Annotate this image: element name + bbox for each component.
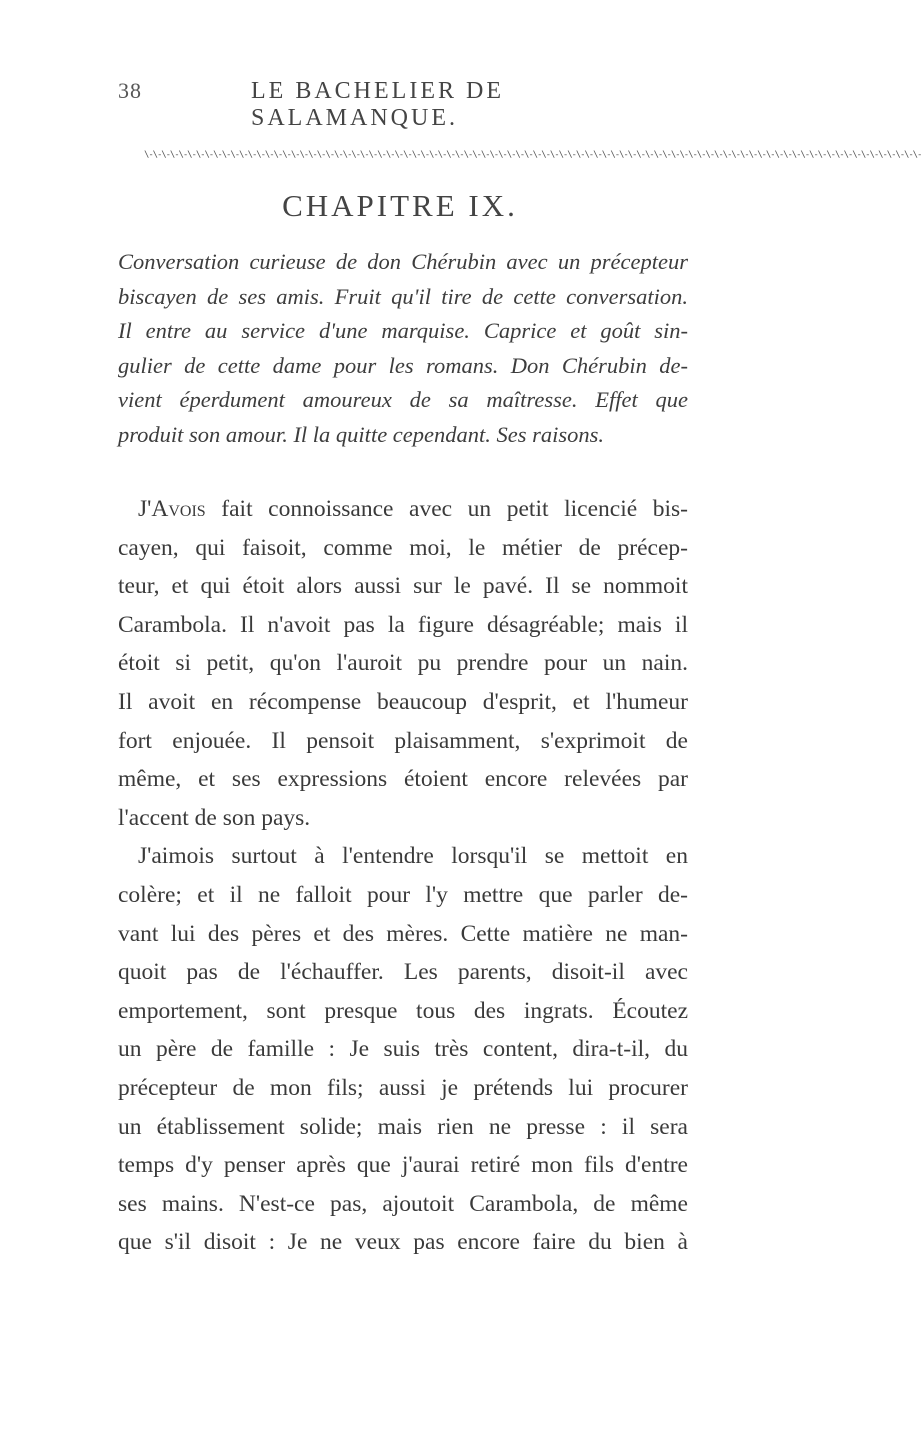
body-line: temps d'y penser après que j'aurai retiré mon fils d'entre bbox=[118, 1152, 688, 1179]
running-head bbox=[118, 78, 678, 131]
page-number: 38 bbox=[118, 78, 142, 103]
body-line: précepteur de mon fils; aussi je prétends lui procurer bbox=[118, 1074, 688, 1101]
drop-word-rest: Avois bbox=[151, 496, 206, 522]
paragraph-first-line bbox=[118, 490, 688, 529]
body-line: teur, et qui étoit alors aussi sur le pavé. Il se nommoit bbox=[118, 573, 688, 600]
body-line: fort enjouée. Il pensoit plaisamment, s'exprimoit de bbox=[118, 727, 688, 754]
ornamental-rule: \-\-\-\-\-\-\-\-\-\-\-\-\-\-\-\-\-\-\-\-\-\-\-\-\-\-\-\-\-\-\-\-\-\-\-\-\-\-\-\-\-\-\-\-\-\-\-\-\-\-\-\-\-\-\-\-\-\-\-\-\-\-\-\-\-\-\-\-\-\-\-\-\-\-\-\-\-\-\-\-\-\-\-\-\-\-\-\-\-\- bbox=[144, 150, 921, 160]
chapter-summary bbox=[118, 245, 688, 452]
summary-line: Il entre au service d'une marquise. Caprice et goût sin- bbox=[118, 318, 688, 343]
body-line: cayen, qui faisoit, comme moi, le métier de précep- bbox=[118, 534, 688, 561]
body-line: un père de famille : Je suis très content, dira-t-il, du bbox=[118, 1036, 688, 1063]
body-line: vant lui des pères et des mères. Cette matière ne man- bbox=[118, 920, 688, 947]
summary-line: gulier de cette dame pour les romans. Don Chérubin de- bbox=[118, 352, 688, 378]
body-line: J'aimois surtout à l'entendre lorsqu'il se mettoit en bbox=[138, 843, 688, 870]
body-line: que s'il disoit : Je ne veux pas encore faire du bien à bbox=[118, 1229, 688, 1256]
summary-line: biscayen de ses amis. Fruit qu'il tire de cette conversation. bbox=[118, 283, 688, 309]
body-line: Il avoit en récompense beaucoup d'esprit, et l'humeur bbox=[118, 688, 688, 715]
body-line: un établissement solide; mais rien ne presse : il sera bbox=[118, 1113, 688, 1140]
body-line: quoit pas de l'échauffer. Les parents, disoit-il avec bbox=[118, 959, 688, 986]
body-text bbox=[118, 490, 688, 1262]
first-line-rest: fait connoissance avec un petit licencié bis- bbox=[205, 496, 688, 522]
body-line: l'accent de son pays. bbox=[118, 804, 311, 831]
summary-line: produit son amour. Il la quitte cependant. Ses raisons. bbox=[118, 421, 605, 447]
body-line: même, et ses expressions étoient encore relevées par bbox=[118, 766, 688, 793]
body-line: étoit si petit, qu'on l'auroit pu prendre pour un nain. bbox=[118, 650, 688, 677]
summary-line: Conversation curieuse de don Chérubin avec un précepteur bbox=[118, 249, 688, 274]
body-line: ses mains. N'est-ce pas, ajoutoit Carambola, de même bbox=[118, 1190, 688, 1217]
chapter-title: CHAPITRE IX. bbox=[282, 188, 518, 223]
body-line: emportement, sont presque tous des ingrats. Écoutez bbox=[118, 997, 688, 1024]
body-line: Carambola. Il n'avoit pas la figure désagréable; mais il bbox=[118, 611, 688, 638]
summary-line: vient éperdument amoureux de sa maîtresse. Effet que bbox=[118, 387, 688, 412]
running-title: LE BACHELIER DE SALAMANQUE. bbox=[251, 78, 504, 131]
drop-word-cap: J' bbox=[138, 496, 152, 522]
body-line: colère; et il ne falloit pour l'y mettre que parler de- bbox=[118, 881, 688, 908]
